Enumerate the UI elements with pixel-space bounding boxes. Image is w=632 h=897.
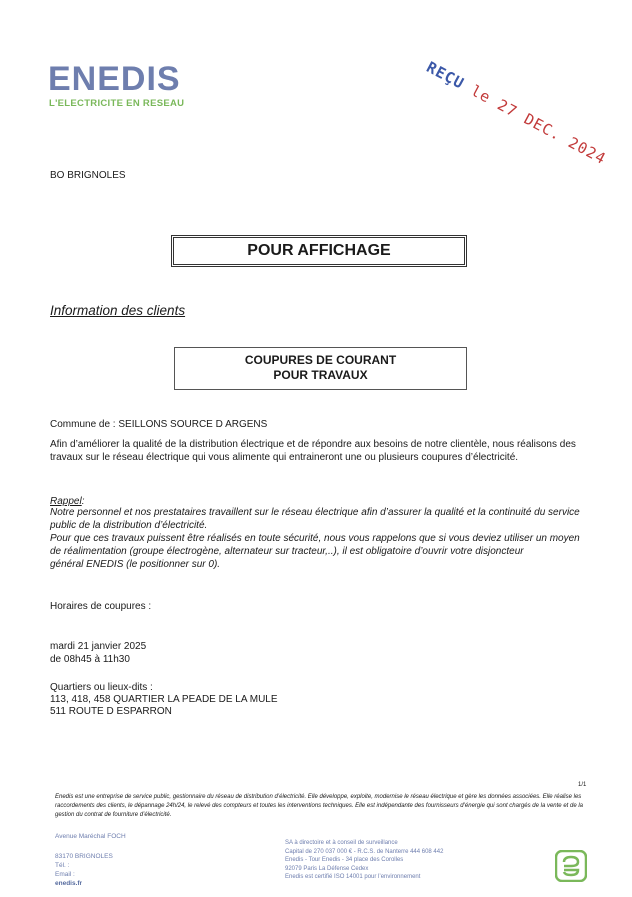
footer-website-link[interactable]: enedis.fr [55,880,83,887]
location-line-1: 113, 418, 458 QUARTIER LA PEADE DE LA MULE [50,694,278,705]
notice-box [174,347,467,390]
rappel-paragraph-2: Pour que ces travaux puissent être réalisés en toute sécurité, nous vous rappelons que si vous deviez utiliser un moyen de réalimentation (groupe électrogène, alternateur sur tracteur,..), il est obligatoire d’ouvrir votre disjoncteur [50,533,580,557]
enedis-mark-icon [555,850,587,882]
notice-line-1: COUPURES DE COURANT [244,353,397,367]
footer-street: Avenue Maréchal FOCH [55,833,126,840]
page-number: 1/1 [578,782,587,788]
schedule-hours: de 08h45 à 11h30 [50,654,130,665]
footer-company-line-4: 92079 Paris La Défense Cedex [285,865,369,872]
rappel-paragraph-1: Notre personnel et nos prestataires travaillent sur le réseau électrique afin d’assurer la qualité et la continuité du service public de la distribution d’électricité. [50,507,580,531]
logo-tagline: L'ELECTRICITE EN RESEAU [49,98,185,109]
footer-company-line-1: SA à directoire et à conseil de surveillance [285,840,398,846]
footer-tel: Tél. : [55,862,70,869]
rappel-paragraph-3: général ENEDIS (le positionner sur 0). [50,559,221,570]
rappel-title: Rappel [50,496,82,507]
footer-city: 83170 BRIGNOLES [55,853,113,860]
enedis-logo-wordmark: ENEDIS [48,60,181,98]
intro-paragraph: Afin d’améliorer la qualité de la distribution électrique et de répondre aux besoins de notre clientèle, nous réalisons des travaux sur le réseau électrique qui vous alimente qui entraineront une ou plusieurs coupures d’électricité. [50,439,576,463]
stamp-date-text: le 27 DEC. 2024 [467,81,610,169]
commune-line: Commune de : SEILLONS SOURCE D ARGENS [50,419,268,430]
display-title: POUR AFFICHAGE [247,242,391,259]
locations-label: Quartiers ou lieux-dits : [50,682,153,693]
footer-company-info [285,839,443,882]
schedule-date: mardi 21 janvier 2025 [50,641,147,652]
sender-office: BO BRIGNOLES [50,170,126,181]
notice-line-2: POUR TRAVAUX [273,368,368,382]
footer-company-line-2: Capital de 270 037 000 € - R.C.S. de Nanterre 444 608 442 [285,848,444,855]
section-title: Information des clients [50,303,186,318]
stamp-received-text: REÇU [423,58,468,93]
schedule-label: Horaires de coupures : [50,601,152,612]
footer-company-line-3: Enedis - Tour Enedis - 34 place des Corolles [285,857,404,864]
rappel-title-suffix: : [81,496,85,507]
footer-company-line-5: Enedis est certifié ISO 14001 pour l’environnement [285,874,421,881]
legal-notice: Enedis est une entreprise de service public, gestionnaire du réseau de distribution d’électricité. Elle développe, exploite, modernise le réseau électrique et gère les données associées. Elle réalise les raccordements des clients, le dépannage 24h/24, le relevé des compteurs et toutes les interventions techniques. Elle est indépendante des fournisseurs d’énergie qui sont chargés de la vente et de la gestion du contrat de fourniture d’électricité. [55,794,583,818]
footer-email: Email : [55,871,75,878]
location-line-2: 511 ROUTE D ESPARRON [50,706,172,717]
rappel-body [50,506,590,571]
received-stamp [424,58,610,168]
display-title-box [171,235,467,267]
